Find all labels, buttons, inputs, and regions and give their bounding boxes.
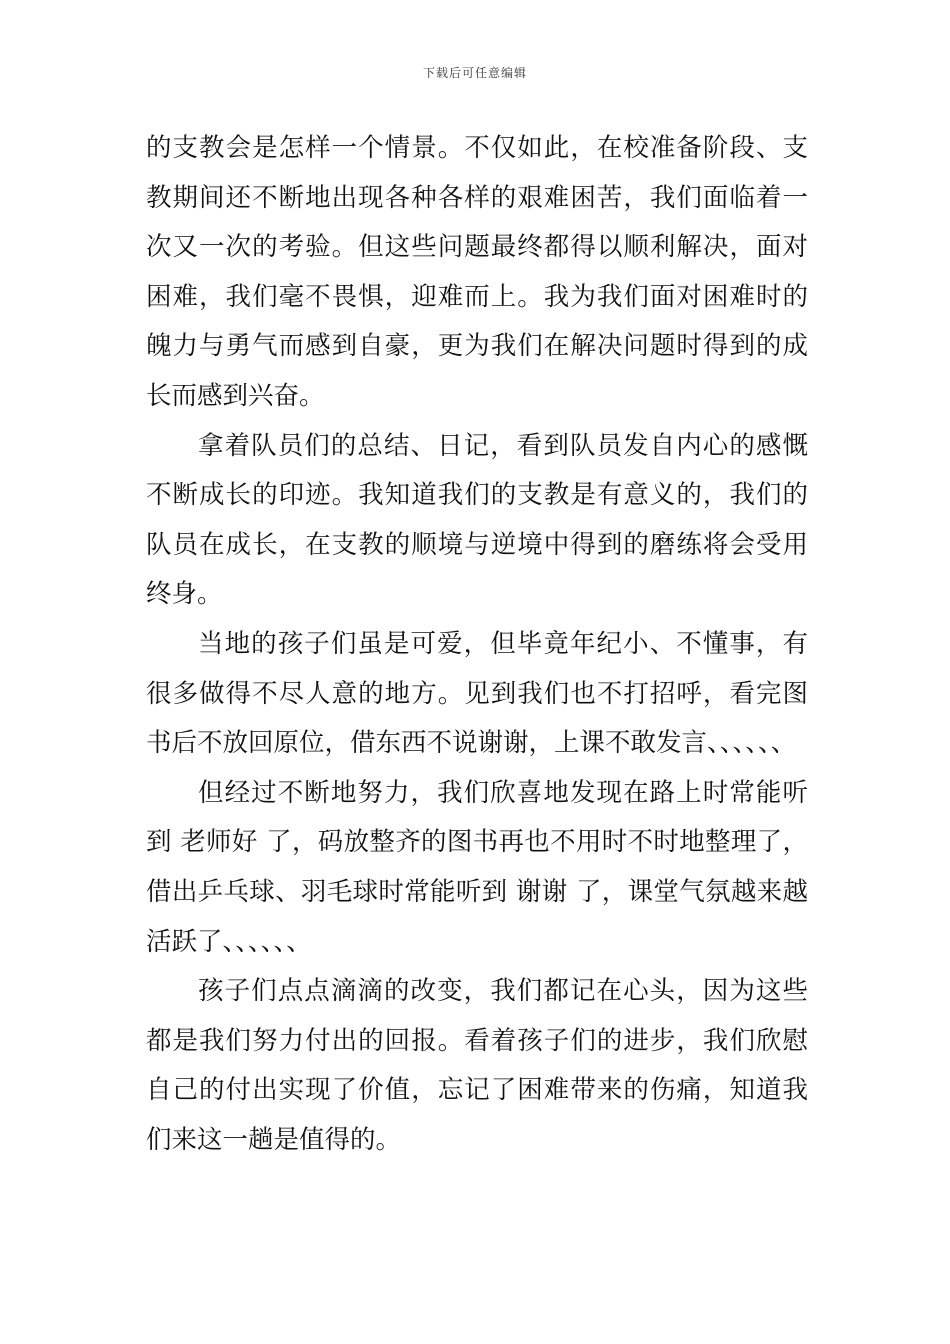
paragraph-1: 的支教会是怎样一个情景。不仅如此，在校准备阶段、支教期间还不断地出现各种各样的艰难困苦，我们面临着一次又一次的考验。但这些问题最终都得以顺利解决，面对困难，我们毫不畏惧，迎难而上。我为我们面对困难时的魄力与勇气而感到自豪，更为我们在解决问题时得到的成长而感到兴奋。 (146, 133, 808, 411)
paragraph-5: 孩子们点点滴滴的改变，我们都记在心头，因为这些都是我们努力付出的回报。看着孩子们的进步，我们欣慰自己的付出实现了价值，忘记了困难带来的伤痛，知道我们来这一趟是值得的。 (146, 976, 808, 1155)
paragraph-2: 拿着队员们的总结、日记，看到队员发自内心的感慨不断成长的印迹。我知道我们的支教是有意义的，我们的队员在成长，在支教的顺境与逆境中得到的磨练将会受用终身。 (146, 430, 808, 610)
document-body (146, 124, 808, 1165)
paragraph-4: 但经过不断地努力，我们欣喜地发现在路上时常能听到 老师好 了，码放整齐的图书再也不用时不时地整理了，借出乒乓球、羽毛球时常能听到 谢谢 了，课堂气氛越来越活跃了、、、、、、 (146, 777, 808, 957)
page-header: 下载后可任意编辑 (422, 66, 527, 80)
paragraph-3: 当地的孩子们虽是可爱，但毕竟年纪小、不懂事，有很多做得不尽人意的地方。见到我们也不打招呼，看完图书后不放回原位，借东西不说谢谢，上课不敢发言、、、、、、 (146, 628, 808, 759)
